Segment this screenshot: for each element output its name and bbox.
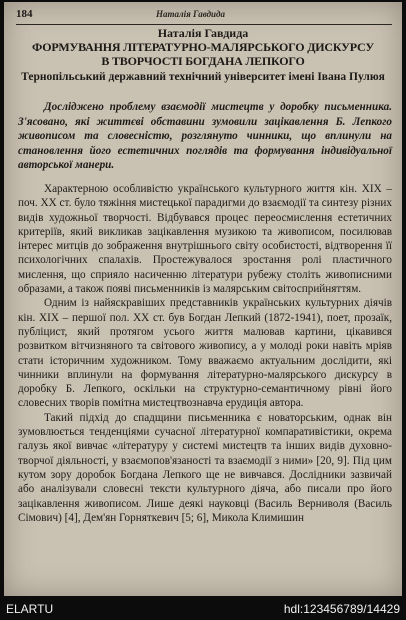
- article-title-line-2: В ТВОРЧОСТІ БОГДАНА ЛЕПКОГО: [101, 54, 305, 68]
- document-page: [4, 2, 402, 596]
- article-body: [18, 182, 392, 525]
- running-head: Наталія Гавдида: [156, 9, 226, 19]
- title-block: [14, 26, 392, 85]
- paragraph-1: Характерною особливістю українського культурного життя кін. ХІХ – поч. ХХ ст. було тяжіння мистецької парадигми до взаємодії та синтезу різних видів художньої творчості. Відбувався процес переосмислення естетичних критеріїв, який викликав зацікавлення музикою та живописом, посилював інтерес митців до зображення внутрішнього світу особистості, відтворення її психологічних спалахів. Простежувалося зростання ролі пластичного мислення, що сприяло насиченню літератури рубежу століть живописними образами, а також появі письменників із малярським світосприйняттям.: [18, 183, 392, 296]
- author-name: Наталія Гавдида: [157, 26, 249, 40]
- handle-id: hdl:123456789/14429: [283, 602, 400, 616]
- author-affiliation: Тернопільський державний технічний університет імені Івана Пулюя: [21, 71, 385, 83]
- page-number: 184: [16, 8, 33, 20]
- repository-label: ELARTU: [6, 602, 54, 616]
- page-header: [16, 8, 392, 25]
- article-title-line-1: ФОРМУВАННЯ ЛІТЕРАТУРНО-МАЛЯРСЬКОГО ДИСКУРСУ: [32, 40, 374, 54]
- abstract: Досліджено проблему взаємодії мистецтв у доробку письменника. З'ясовано, які життєві обставини зумовили зацікавлення Б. Лепкого живописом та словесністю, розглянуто чинники, що вплинули на становлення його естетичних поглядів та формування індивідуальної авторської манери.: [18, 101, 392, 172]
- viewer-footer: [0, 598, 406, 620]
- paragraph-2: Одним із найяскравіших представників українських культурних діячів кін. ХІХ – першої пол. ХХ ст. був Богдан Лепкий (1872-1941), поет, прозаїк, публіцист, який протягом усього життя малював картини, цікавився розвитком вітчизняного та світового живопису, а у молоді роки навіть мріяв стати історичним художником. Тому вважаємо актуальним дослідити, які чинники вплинули на формування літературно-малярського дискурсу в доробку Б. Лепкого, оскільки на структурно-семантичному рівні його словесних творів помітна мистецтвознавча ерудиція автора.: [18, 297, 392, 410]
- paragraph-3: Такий підхід до спадщини письменника є новаторським, однак він зумовлюється тенденціями сучасної літературної компаративістики, окрема галузь якої вивчає «літературу у системі мистецтв та інших видів духовно-творчої діяльності, у взаємопов'язаності та взаємодії з ними» [20, 9]. Під цим кутом зору доробок Богдана Лепкого ще не вивчався. Дослідники зазвичай або аналізували словесні тексти культурного діяча, або писали про його зацікавлення живописом. Лише деякі науковці (Василь Верниволя (Василь Сімович) [4], Дем'ян Горняткевич [5; 6], Микола Климишин: [18, 411, 392, 524]
